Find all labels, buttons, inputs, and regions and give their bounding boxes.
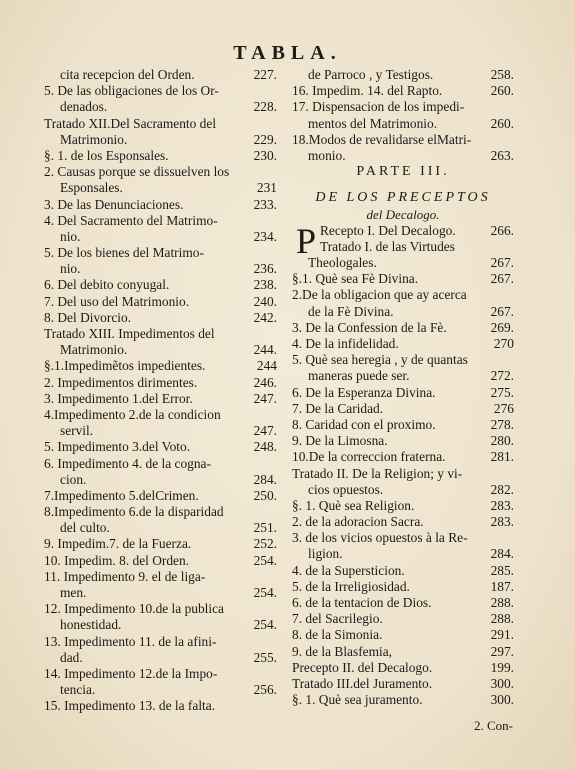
toc-entry: [44, 310, 277, 326]
toc-entry: [292, 466, 514, 482]
entry-page-number: 228.: [253, 99, 277, 115]
entry-text: 6. de la tentacion de Dios.: [292, 595, 432, 610]
entry-text: monio.: [308, 147, 346, 163]
entry-text: 13. Impedimento 11. de la afini-: [44, 633, 217, 649]
toc-entry: [44, 180, 277, 196]
entry-text: 2. Causas porque se dissuelven los: [44, 164, 230, 180]
toc-entry: [292, 223, 514, 239]
entry-text: 17. Dispensacion de los impedi-: [292, 99, 465, 115]
entry-page-number: 247.: [253, 423, 277, 439]
entry-text: 8.Impedimento 6.de la disparidad: [44, 504, 224, 520]
entry-text: men.: [60, 585, 87, 600]
toc-entry: [44, 277, 277, 293]
toc-entry: [44, 391, 277, 407]
entry-text: nio.: [60, 261, 81, 277]
entry-page-number: 288.: [490, 611, 514, 627]
entry-text: 6. De la Esperanza Divina.: [292, 384, 436, 400]
entry-page-number: 266.: [490, 222, 514, 238]
left-column: [44, 67, 277, 715]
toc-entry: [292, 449, 514, 465]
toc-entry: [44, 601, 277, 617]
toc-entry: [292, 563, 514, 579]
entry-page-number: 252.: [253, 536, 277, 552]
entry-text: de la Fè Divina.: [308, 303, 394, 319]
entry-page-number: 281.: [490, 449, 514, 465]
entry-text: 15. Impedimento 13. de la falta.: [44, 698, 216, 714]
entry-text: 2. Impedimentos dirimentes.: [44, 374, 198, 390]
section-subheading: del Decalogo.: [366, 206, 440, 222]
toc-entry: [44, 148, 277, 164]
toc-entry: [44, 472, 277, 488]
entry-text: 8. Caridad con el proximo.: [292, 416, 436, 432]
entry-text: Tratado I. de las Virtudes: [320, 238, 455, 254]
entry-text: 4. Del Sacramento del Matrimo-: [44, 212, 218, 228]
toc-entry: [44, 504, 277, 520]
entry-text: 8. Del Divorcio.: [44, 309, 132, 325]
entry-text: 8. de la Simonia.: [292, 627, 383, 643]
entry-text: cios opuestos.: [308, 481, 384, 497]
entry-text: mentos del Matrimonio.: [308, 115, 438, 131]
entry-page-number: 199.: [490, 659, 514, 675]
entry-page-number: 234.: [253, 228, 277, 244]
toc-entry: [292, 546, 514, 562]
toc-entry: [44, 536, 277, 552]
toc-entry: [292, 271, 514, 287]
dropcap-block: [292, 220, 514, 261]
toc-entry: [44, 650, 277, 666]
toc-entry: [44, 67, 277, 83]
toc-entry: [292, 514, 514, 530]
entry-text: 3. de los vicios opuestos à la Re-: [292, 530, 468, 546]
toc-entry: [292, 336, 514, 352]
entry-page-number: 244.: [253, 342, 277, 358]
toc-entry: [292, 530, 514, 546]
entry-text: 7. del Sacrilegio.: [292, 611, 383, 627]
entry-page-number: 267.: [490, 303, 514, 319]
entry-page-number: 230.: [253, 147, 277, 163]
toc-entry: [292, 368, 514, 384]
toc-entry: [292, 320, 514, 336]
toc-entry: [292, 498, 514, 514]
entry-text: 3. De la Confession de la Fè.: [292, 319, 447, 335]
entry-page-number: 276: [493, 400, 514, 416]
toc-entry: [292, 83, 514, 99]
entry-text: de Parroco , y Testigos.: [308, 67, 434, 82]
entry-page-number: 242.: [253, 309, 277, 325]
toc-entry: [44, 634, 277, 650]
entry-page-number: 280.: [490, 433, 514, 449]
entry-page-number: 291.: [490, 627, 514, 643]
toc-entry: [292, 401, 514, 417]
entry-text: Matrimonio.: [60, 342, 128, 358]
toc-entry: [44, 585, 277, 601]
toc-entry: [44, 569, 277, 585]
toc-entry: [292, 67, 514, 83]
entry-text: 7. De la Caridad.: [292, 400, 384, 416]
entry-page-number: 254.: [253, 552, 277, 568]
entry-text: Tratado II. De la Religion; y vi-: [292, 465, 463, 481]
entry-page-number: 247.: [253, 390, 277, 406]
entry-page-number: 275.: [490, 384, 514, 400]
toc-entry: [292, 611, 514, 627]
toc-entry: [292, 132, 514, 148]
entry-page-number: 240.: [253, 293, 277, 309]
entry-text: §.1.Impedimẽtos impedientes.: [44, 358, 206, 374]
right-column: [292, 67, 514, 708]
entry-text: 7.Impedimento 5.delCrimen.: [44, 487, 199, 503]
toc-entry: [44, 229, 277, 245]
entry-text: 3. De las Denunciaciones.: [44, 196, 184, 212]
toc-entry: [44, 358, 277, 374]
entry-page-number: 244: [256, 358, 277, 374]
entry-page-number: 246.: [253, 374, 277, 390]
entry-text: 2. de la adoracion Sacra.: [292, 514, 424, 530]
toc-entry: [292, 148, 514, 164]
entry-page-number: 254.: [253, 585, 277, 600]
entry-text: 7. Del uso del Matrimonio.: [44, 293, 190, 309]
entry-page-number: 288.: [490, 595, 514, 610]
entry-page-number: 256.: [253, 682, 277, 698]
entry-page-number: 285.: [490, 562, 514, 578]
toc-entry: [44, 423, 277, 439]
toc-entry: [292, 417, 514, 433]
entry-text: Precepto II. del Decalogo.: [292, 659, 433, 675]
entry-text: 10. Impedim. 8. del Orden.: [44, 552, 190, 568]
entry-text: Matrimonio.: [60, 131, 128, 147]
entry-text: cion.: [60, 471, 87, 487]
toc-entry: [44, 213, 277, 229]
entry-text: 4. De la infidelidad.: [292, 336, 399, 351]
toc-entry: [292, 255, 514, 271]
entry-text: 6. Impedimento 4. de la cogna-: [44, 455, 211, 471]
entry-text: 14. Impedimento 12.de la Impo-: [44, 665, 218, 681]
toc-entry: [292, 644, 514, 660]
entry-page-number: 258.: [490, 67, 514, 82]
entry-text: Tratado III.del Juramento.: [292, 675, 433, 691]
toc-entry: [44, 488, 277, 504]
entry-text: honestidad.: [60, 617, 122, 633]
entry-text: cita recepcion del Orden.: [60, 67, 195, 82]
dropcap-letter: P: [296, 220, 317, 261]
entry-page-number: 284.: [253, 471, 277, 487]
toc-entry: [44, 99, 277, 115]
entry-page-number: 284.: [490, 546, 514, 562]
toc-entry: [292, 304, 514, 320]
entry-text: 9. De la Limosna.: [292, 433, 388, 449]
toc-entry: [44, 666, 277, 682]
toc-entry: [292, 385, 514, 401]
entry-text: Esponsales.: [60, 180, 123, 196]
entry-page-number: 283.: [490, 514, 514, 530]
entry-text: 10.De la correccion fraterna.: [292, 449, 446, 465]
entry-text: maneras puede ser.: [308, 368, 410, 384]
entry-text: 4.Impedimento 2.de la condicion: [44, 406, 221, 422]
entry-text: 9. Impedim.7. de la Fuerza.: [44, 536, 192, 552]
entry-text: 5. Impedimento 3.del Voto.: [44, 439, 191, 455]
entry-text: 12. Impedimento 10.de la publica: [44, 601, 224, 617]
entry-page-number: 300.: [490, 675, 514, 691]
entry-text: Tratado XII.Del Sacramento del: [44, 115, 217, 131]
entry-text: 6. Del debito conyugal.: [44, 277, 170, 293]
entry-page-number: 283.: [490, 497, 514, 513]
entry-page-number: 251.: [253, 520, 277, 536]
toc-entry: [292, 660, 514, 676]
toc-entry: [44, 197, 277, 213]
entry-page-number: 278.: [490, 416, 514, 432]
entry-text: del culto.: [60, 520, 110, 536]
catchword: 2. Con-: [474, 718, 513, 733]
toc-entry: [44, 439, 277, 455]
entry-text: 3. Impedimento 1.del Error.: [44, 390, 193, 406]
entry-text: Theologales.: [308, 255, 377, 271]
entry-page-number: 260.: [490, 115, 514, 131]
entry-text: §. 1. de los Esponsales.: [44, 147, 169, 163]
toc-entry: [292, 433, 514, 449]
toc-entry: [292, 627, 514, 643]
toc-entry: [292, 352, 514, 368]
toc-entry: [44, 682, 277, 698]
toc-entry: [44, 456, 277, 472]
entry-page-number: 233.: [253, 196, 277, 212]
entry-text: §.1. Què sea Fè Divina.: [292, 271, 419, 287]
entry-page-number: 300.: [490, 692, 514, 708]
page-title: TABLA.: [233, 42, 342, 64]
toc-entry: [292, 676, 514, 692]
entry-page-number: 231: [256, 180, 277, 196]
entry-text: 9. de la Blasfemia,: [292, 643, 393, 659]
entry-text: ligion.: [308, 546, 343, 562]
toc-entry: [44, 116, 277, 132]
part-heading: PARTE III.: [356, 164, 450, 180]
toc-entry: [44, 261, 277, 277]
entry-page-number: 270: [493, 336, 514, 351]
toc-entry: [44, 83, 277, 99]
toc-entry: [44, 553, 277, 569]
entry-page-number: 263.: [490, 147, 514, 163]
entry-text: denados.: [60, 99, 108, 115]
entry-page-number: 227.: [253, 67, 277, 82]
entry-text: tencia.: [60, 682, 96, 698]
toc-entry: [292, 116, 514, 132]
entry-page-number: 282.: [490, 481, 514, 497]
toc-entry: [292, 482, 514, 498]
entry-page-number: 267.: [490, 271, 514, 287]
toc-entry: [44, 698, 277, 714]
entry-text: 4. de la Supersticion.: [292, 562, 405, 578]
section-heading: DE LOS PRECEPTOS: [315, 190, 491, 206]
toc-entry: [44, 375, 277, 391]
entry-text: 5. De las obligaciones de los Or-: [44, 83, 219, 99]
toc-entry: [292, 595, 514, 611]
entry-text: nio.: [60, 228, 81, 244]
entry-page-number: 236.: [253, 261, 277, 277]
toc-entry: [44, 326, 277, 342]
entry-text: 5. De los bienes del Matrimo-: [44, 245, 204, 261]
entry-page-number: 187.: [490, 578, 514, 594]
entry-page-number: 254.: [253, 617, 277, 633]
entry-page-number: 250.: [253, 487, 277, 503]
entry-page-number: 229.: [253, 131, 277, 147]
entry-text: 5. Què sea heregia , y de quantas: [292, 352, 468, 368]
entry-page-number: 267.: [490, 255, 514, 271]
entry-text: Tratado XIII. Impedimentos del: [44, 326, 215, 341]
entry-text: 18.Modos de revalidarse elMatri-: [292, 131, 472, 147]
toc-entry: [44, 245, 277, 261]
entry-page-number: 297.: [490, 643, 514, 659]
entry-text: servil.: [60, 423, 94, 439]
entry-text: 2.De la obligacion que ay acerca: [292, 287, 467, 303]
entry-text: 16. Impedim. 14. del Rapto.: [292, 83, 443, 99]
entry-page-number: 238.: [253, 277, 277, 293]
toc-entry: [292, 692, 514, 708]
toc-entry: [292, 287, 514, 303]
toc-entry: [292, 99, 514, 115]
entry-text: §. 1. Què sea Religion.: [292, 497, 415, 513]
entry-page-number: 269.: [490, 319, 514, 335]
toc-entry: [44, 164, 277, 180]
toc-entry: [292, 239, 514, 255]
entry-text: §. 1. Què sea juramento.: [292, 692, 423, 708]
toc-entry: [44, 617, 277, 633]
entry-text: 5. de la Irreligiosidad.: [292, 578, 410, 594]
toc-entry: [44, 294, 277, 310]
entry-page-number: 248.: [253, 439, 277, 455]
entry-page-number: 255.: [253, 649, 277, 665]
toc-entry: [44, 520, 277, 536]
toc-entry: [44, 342, 277, 358]
entry-text: dad.: [60, 649, 83, 665]
toc-entry: [292, 579, 514, 595]
entry-text: 11. Impedimento 9. el de liga-: [44, 568, 206, 584]
toc-entry: [44, 132, 277, 148]
entry-page-number: 260.: [490, 83, 514, 99]
entry-text: Recepto I. Del Decalogo.: [320, 222, 456, 238]
toc-entry: [44, 407, 277, 423]
entry-page-number: 272.: [490, 368, 514, 384]
